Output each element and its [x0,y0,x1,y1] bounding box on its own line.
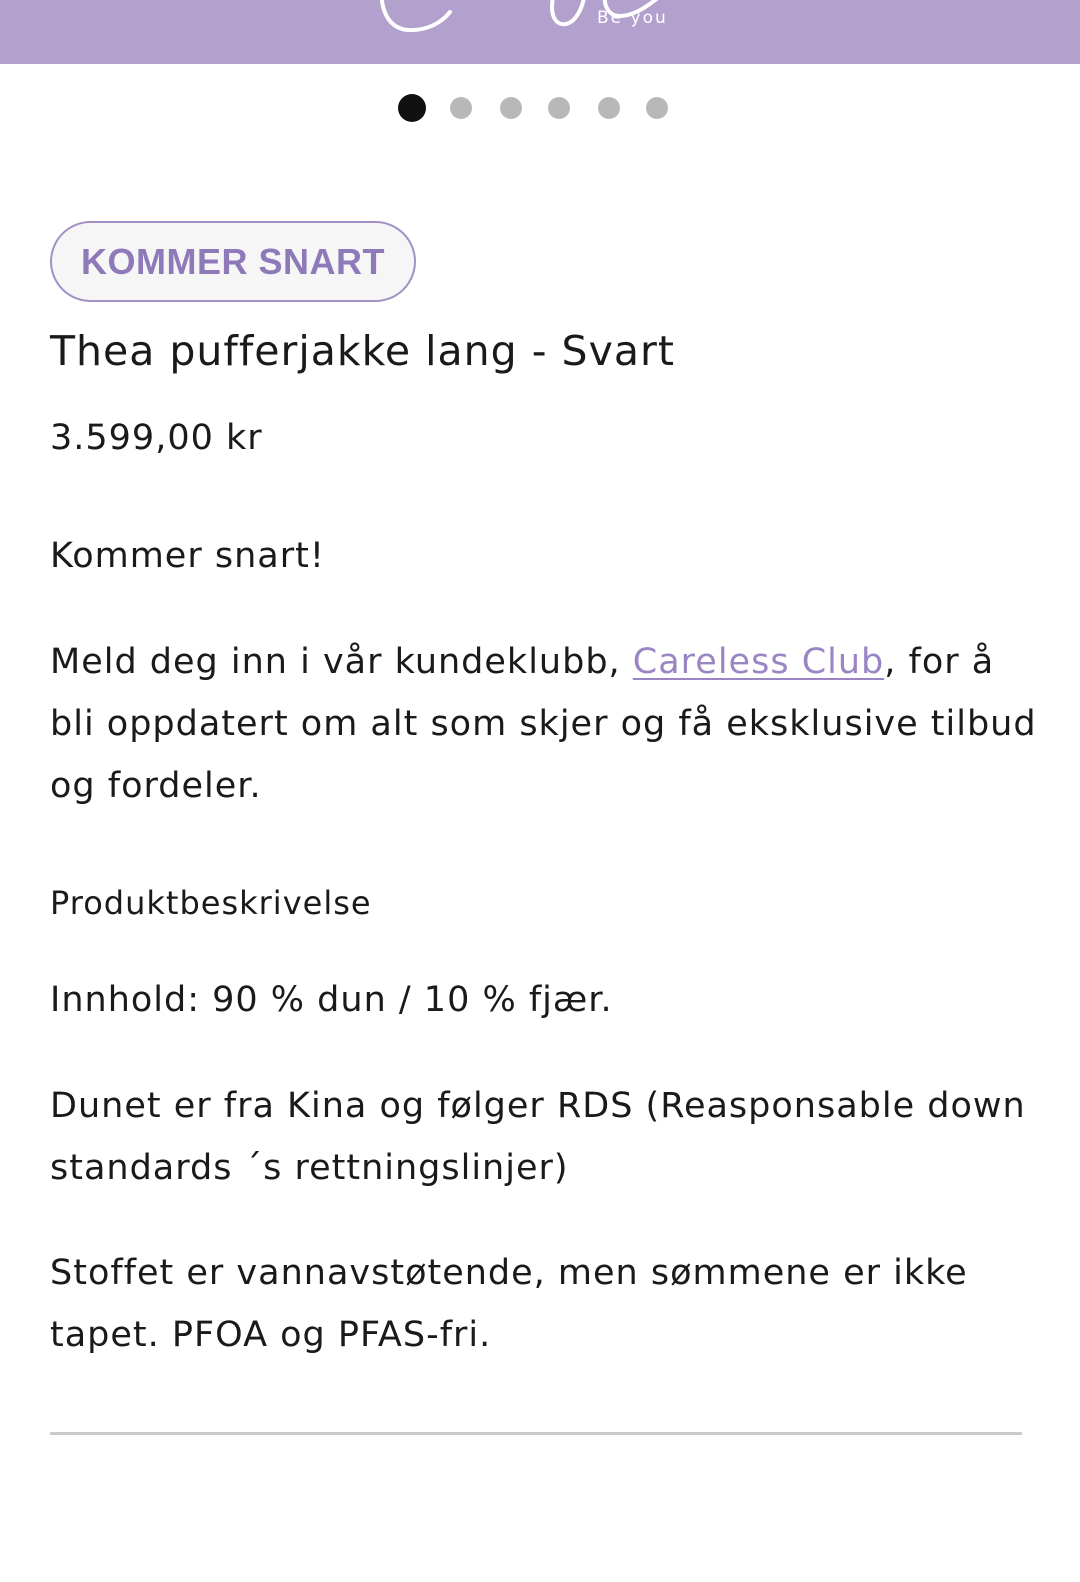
product-title: Thea pufferjakke lang - Svart [50,327,675,375]
brand-tagline: Be you [597,8,668,28]
club-text-before: Meld deg inn i vår kundeklubb, [50,642,633,682]
careless-club-link[interactable]: Careless Club [632,642,885,682]
contents-text: Innhold: 90 % dun / 10 % fjær. [50,980,613,1020]
gallery-dot-4[interactable] [548,97,570,119]
club-text-after: , for å bli oppdatert om alt som skjer og få eksklusive tilbud og fordeler. [50,642,1037,806]
product-price: 3.599,00 kr [50,418,263,458]
gallery-dot-6[interactable] [646,97,668,119]
site-header [0,0,1080,64]
gallery-dot-2[interactable] [450,97,472,119]
club-paragraph [50,631,1040,817]
divider [50,1432,1022,1435]
gallery-dot-5[interactable] [598,97,620,119]
gallery-pagination [0,94,1080,124]
gallery-dot-1[interactable] [398,94,426,122]
section-title: Produktbeskrivelse [50,884,372,922]
fabric-text: Stoffet er vannavstøtende, men sømmene er ikke tapet. PFOA og PFAS-fri. [50,1253,968,1355]
status-badge-label: KOMMER SNART [81,240,385,282]
status-badge [50,221,416,302]
down-origin-text: Dunet er fra Kina og følger RDS (Reasponsable down standards ´s rettningslinjer) [50,1086,1026,1188]
gallery-dot-3[interactable] [500,97,522,119]
coming-soon-text: Kommer snart! [50,536,325,576]
